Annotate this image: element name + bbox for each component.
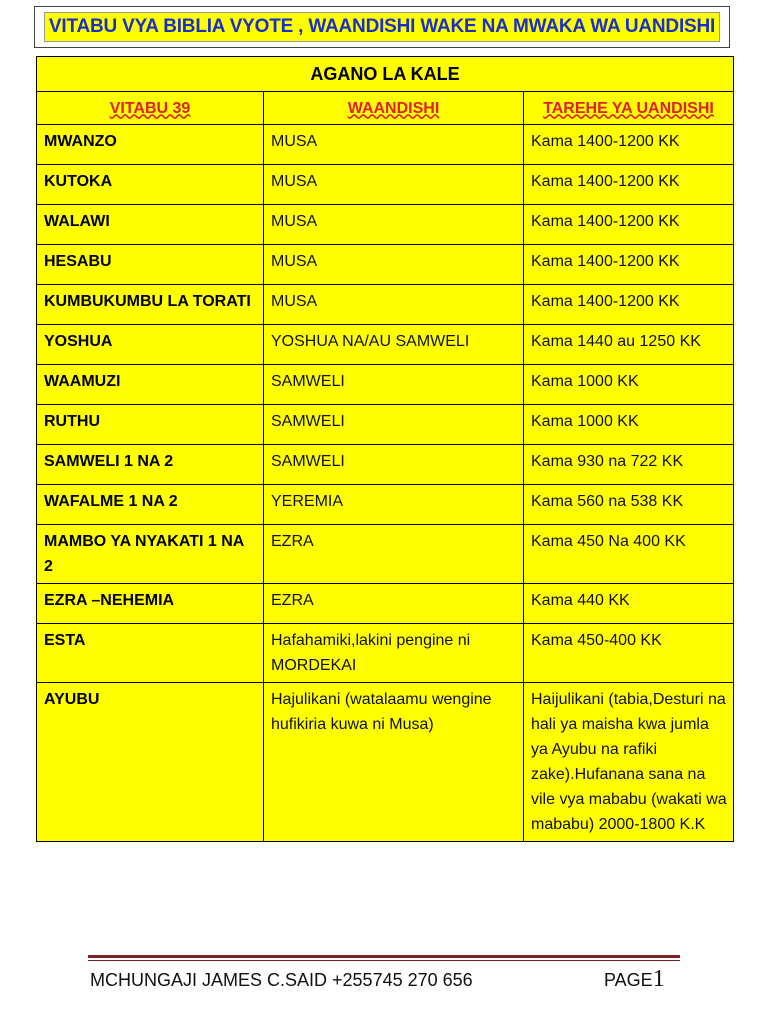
author-cell: MUSA: [264, 165, 524, 205]
table-row: [37, 485, 734, 525]
date-cell: Kama 930 na 722 KK: [524, 445, 734, 485]
page-number: 1: [652, 966, 665, 992]
author-cell: YEREMIA: [264, 485, 524, 525]
book-cell: ESTA: [37, 624, 264, 683]
book-cell: YOSHUA: [37, 325, 264, 365]
table-row: [37, 245, 734, 285]
book-cell: SAMWELI 1 NA 2: [37, 445, 264, 485]
date-cell: Kama 1400-1200 KK: [524, 205, 734, 245]
column-header-books: VITABU 39: [37, 92, 264, 125]
author-cell: SAMWELI: [264, 445, 524, 485]
author-cell: MUSA: [264, 245, 524, 285]
date-cell: Kama 1400-1200 KK: [524, 285, 734, 325]
author-cell: MUSA: [264, 205, 524, 245]
book-cell: WAAMUZI: [37, 365, 264, 405]
date-cell: Kama 1440 au 1250 KK: [524, 325, 734, 365]
date-cell: Kama 1400-1200 KK: [524, 245, 734, 285]
table-row: [37, 125, 734, 165]
page-label: PAGE: [604, 970, 653, 990]
author-cell: Hafahamiki,lakini pengine ni MORDEKAI: [264, 624, 524, 683]
table-row: [37, 205, 734, 245]
date-cell: Kama 1000 KK: [524, 365, 734, 405]
book-cell: KUTOKA: [37, 165, 264, 205]
author-cell: EZRA: [264, 525, 524, 584]
table-row: [37, 365, 734, 405]
table-row: [37, 683, 734, 842]
footer-author: MCHUNGAJI JAMES C.SAID +255745 270 656: [90, 970, 473, 990]
section-title: AGANO LA KALE: [37, 57, 734, 92]
author-cell: EZRA: [264, 584, 524, 624]
date-cell: Kama 560 na 538 KK: [524, 485, 734, 525]
book-cell: HESABU: [37, 245, 264, 285]
author-cell: MUSA: [264, 285, 524, 325]
book-cell: AYUBU: [37, 683, 264, 842]
table-row: [37, 405, 734, 445]
column-header-date: TAREHE YA UANDISHI: [524, 92, 734, 125]
table-row: [37, 285, 734, 325]
date-cell: Kama 450-400 KK: [524, 624, 734, 683]
book-cell: KUMBUKUMBU LA TORATI: [37, 285, 264, 325]
table-row: [37, 325, 734, 365]
author-cell: YOSHUA NA/AU SAMWELI: [264, 325, 524, 365]
books-table: [36, 56, 734, 842]
table-row: [37, 445, 734, 485]
table-row: [37, 624, 734, 683]
table-row: [37, 584, 734, 624]
footer-rule: [88, 955, 680, 958]
book-cell: MWANZO: [37, 125, 264, 165]
date-cell: Kama 1000 KK: [524, 405, 734, 445]
table-row: [37, 165, 734, 205]
footer-rule-thin: [88, 960, 680, 961]
author-cell: MUSA: [264, 125, 524, 165]
date-cell: Kama 1400-1200 KK: [524, 165, 734, 205]
column-header-authors: WAANDISHI: [264, 92, 524, 125]
date-cell: Kama 450 Na 400 KK: [524, 525, 734, 584]
book-cell: EZRA –NEHEMIA: [37, 584, 264, 624]
author-cell: Hajulikani (watalaamu wengine hufikiria kuwa ni Musa): [264, 683, 524, 842]
document-title: VITABU VYA BIBLIA VYOTE , WAANDISHI WAKE NA MWAKA WA UANDISHI: [44, 12, 720, 42]
title-box: [34, 6, 730, 48]
book-cell: RUTHU: [37, 405, 264, 445]
footer-page: [604, 966, 665, 993]
table-row: [37, 525, 734, 584]
book-cell: WALAWI: [37, 205, 264, 245]
date-cell: Haijulikani (tabia,Desturi na hali ya maisha kwa jumla ya Ayubu na rafiki zake).Hufanana sana na vile vya mababu (wakati wa mababu) 2000-1800 K.K: [524, 683, 734, 842]
book-cell: WAFALME 1 NA 2: [37, 485, 264, 525]
date-cell: Kama 440 KK: [524, 584, 734, 624]
date-cell: Kama 1400-1200 KK: [524, 125, 734, 165]
author-cell: SAMWELI: [264, 405, 524, 445]
author-cell: SAMWELI: [264, 365, 524, 405]
book-cell: MAMBO YA NYAKATI 1 NA 2: [37, 525, 264, 584]
